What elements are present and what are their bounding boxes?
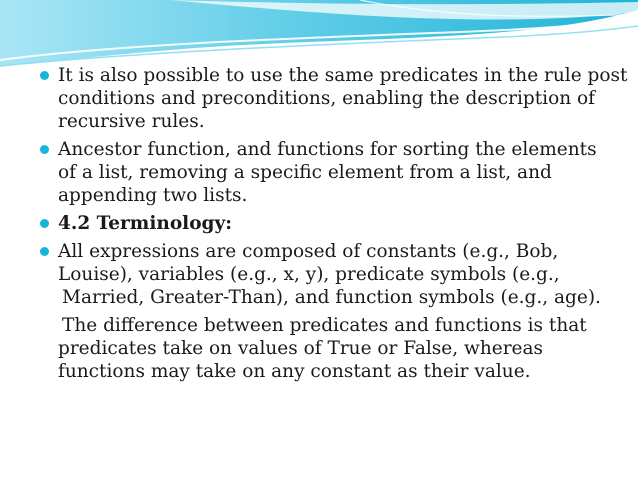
bullet-dot-icon (40, 145, 49, 154)
paragraph-line: functions may take on any constant as their value. (58, 361, 531, 382)
bullet-line: appending two lists. (58, 185, 248, 206)
continuation-line: Married, Greater-Than), and function symbols (e.g., age). (62, 287, 601, 308)
header-wave-decoration (0, 0, 638, 70)
bullet-item (40, 240, 610, 286)
paragraph-line: predicates take on values of True or False, whereas (58, 338, 544, 359)
bullet-item (40, 138, 610, 207)
bullet-dot-icon (40, 219, 49, 228)
bullet-item-heading (40, 212, 610, 235)
bullet-dot-icon (40, 247, 49, 256)
paragraph-line: The difference between predicates and functions is that (62, 315, 587, 336)
section-heading: 4.2 Terminology: (58, 213, 233, 234)
slide-body (40, 64, 628, 383)
paragraph (40, 314, 610, 383)
bullet-line: conditions and preconditions, enabling the description of (58, 88, 595, 109)
continuation-text (40, 286, 610, 309)
bullet-line: Ancestor function, and functions for sorting the elements (58, 139, 597, 160)
bullet-line: Louise), variables (e.g., x, y), predicate symbols (e.g., (58, 264, 560, 285)
bullet-item (40, 64, 628, 133)
bullet-dot-icon (40, 71, 49, 80)
bullet-line: It is also possible to use the same predicates in the rule post (58, 65, 628, 86)
bullet-line: All expressions are composed of constants (e.g., Bob, (58, 241, 559, 262)
bullet-line: recursive rules. (58, 111, 205, 132)
bullet-line: of a list, removing a specific element from a list, and (58, 162, 552, 183)
